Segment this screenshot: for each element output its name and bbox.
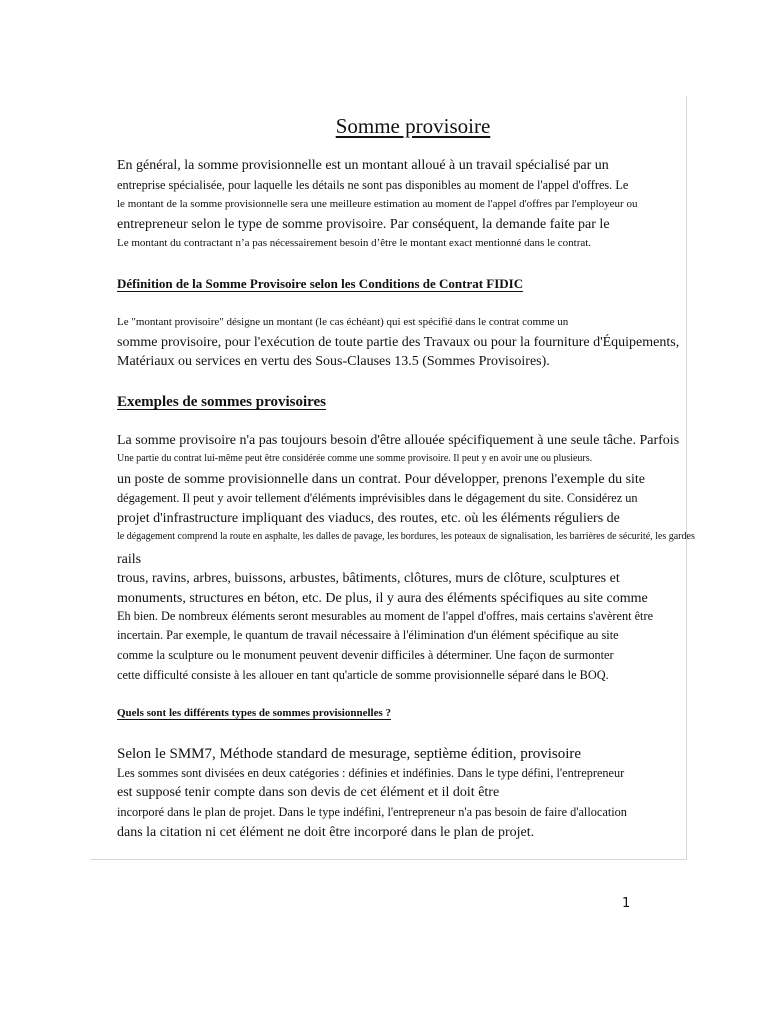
heading-fidic: Définition de la Somme Provisoire selon les Conditions de Contrat FIDIC <box>117 276 524 291</box>
document-title: Somme provisoire <box>335 114 491 138</box>
examples-line: trous, ravins, arbres, buissons, arbustes, bâtiments, clôtures, murs de clôture, sculptures et <box>117 571 620 586</box>
examples-line: dégagement. Il peut y avoir tellement d'éléments imprévisibles dans le dégagement du site. Considérez un <box>117 491 638 505</box>
examples-line: cette difficulté consiste à les allouer en tant qu'article de somme provisionnelle séparé dans le BOQ. <box>117 668 609 682</box>
intro-line: le montant de la somme provisionnelle sera une meilleure estimation au moment de l'appel d'offres par l'employeur ou <box>117 198 638 210</box>
intro-line: Le montant du contractant n’a pas nécessairement besoin d’être le montant exact mentionné dans le contrat. <box>117 237 592 249</box>
intro-line: En général, la somme provisionnelle est un montant alloué à un travail spécialisé par un <box>117 158 609 173</box>
intro-line: entreprise spécialisée, pour laquelle les détails ne sont pas disponibles au moment de l'appel d'offres. Le <box>117 178 629 192</box>
heading-types: Quels sont les différents types de sommes provisionnelles ? <box>117 707 391 719</box>
fidic-line: Le "montant provisoire" désigne un montant (le cas échéant) qui est spécifié dans le contrat comme un <box>117 316 569 328</box>
examples-line: La somme provisoire n'a pas toujours besoin d'être allouée spécifiquement à une seule tâche. Parfois <box>117 433 680 448</box>
intro-line: entrepreneur selon le type de somme provisoire. Par conséquent, la demande faite par le <box>117 217 610 232</box>
types-line: Selon le SMM7, Méthode standard de mesurage, septième édition, provisoire <box>117 746 582 762</box>
page-frame-bottom <box>90 859 687 860</box>
heading-examples: Exemples de sommes provisoires <box>117 394 327 410</box>
examples-line: Eh bien. De nombreux éléments seront mesurables au moment de l'appel d'offres, mais certains s'avèrent être <box>117 609 654 623</box>
examples-line: incertain. Par exemple, le quantum de travail nécessaire à l'élimination d'un élément spécifique au site <box>117 628 619 642</box>
examples-line: projet d'infrastructure impliquant des viaducs, des routes, etc. où les éléments réguliers de <box>117 511 620 526</box>
types-line: dans la citation ni cet élément ne doit être incorporé dans le plan de projet. <box>117 825 535 840</box>
examples-line: monuments, structures en béton, etc. De plus, il y aura des éléments spécifiques au site comme <box>117 591 648 606</box>
examples-line: le dégagement comprend la route en asphalte, les dalles de pavage, les bordures, les poteaux de signalisation, les barrières de sécurité, les gardes <box>117 531 695 542</box>
types-line: Les sommes sont divisées en deux catégories : définies et indéfinies. Dans le type défini, l'entrepreneur <box>117 766 625 780</box>
examples-line: comme la sculpture ou le monument peuvent devenir difficiles à déterminer. Une façon de surmonter <box>117 648 614 662</box>
types-line: incorporé dans le plan de projet. Dans le type indéfini, l'entrepreneur n'a pas besoin de faire d'allocation <box>117 805 627 819</box>
page-frame-right <box>686 96 687 860</box>
types-line: est supposé tenir compte dans son devis de cet élément et il doit être <box>117 785 500 800</box>
examples-line: rails <box>117 552 142 567</box>
page-number: 1 <box>622 896 631 911</box>
examples-line: un poste de somme provisionnelle dans un contrat. Pour développer, prenons l'exemple du site <box>117 472 646 487</box>
fidic-line: somme provisoire, pour l'exécution de toute partie des Travaux ou pour la fourniture d'Équipements, <box>117 335 680 350</box>
fidic-line: Matériaux ou services en vertu des Sous-Clauses 13.5 (Sommes Provisoires). <box>117 354 550 369</box>
examples-line: Une partie du contrat lui-même peut être considérée comme une somme provisoire. Il peut y en avoir une ou plusieurs. <box>117 453 593 464</box>
